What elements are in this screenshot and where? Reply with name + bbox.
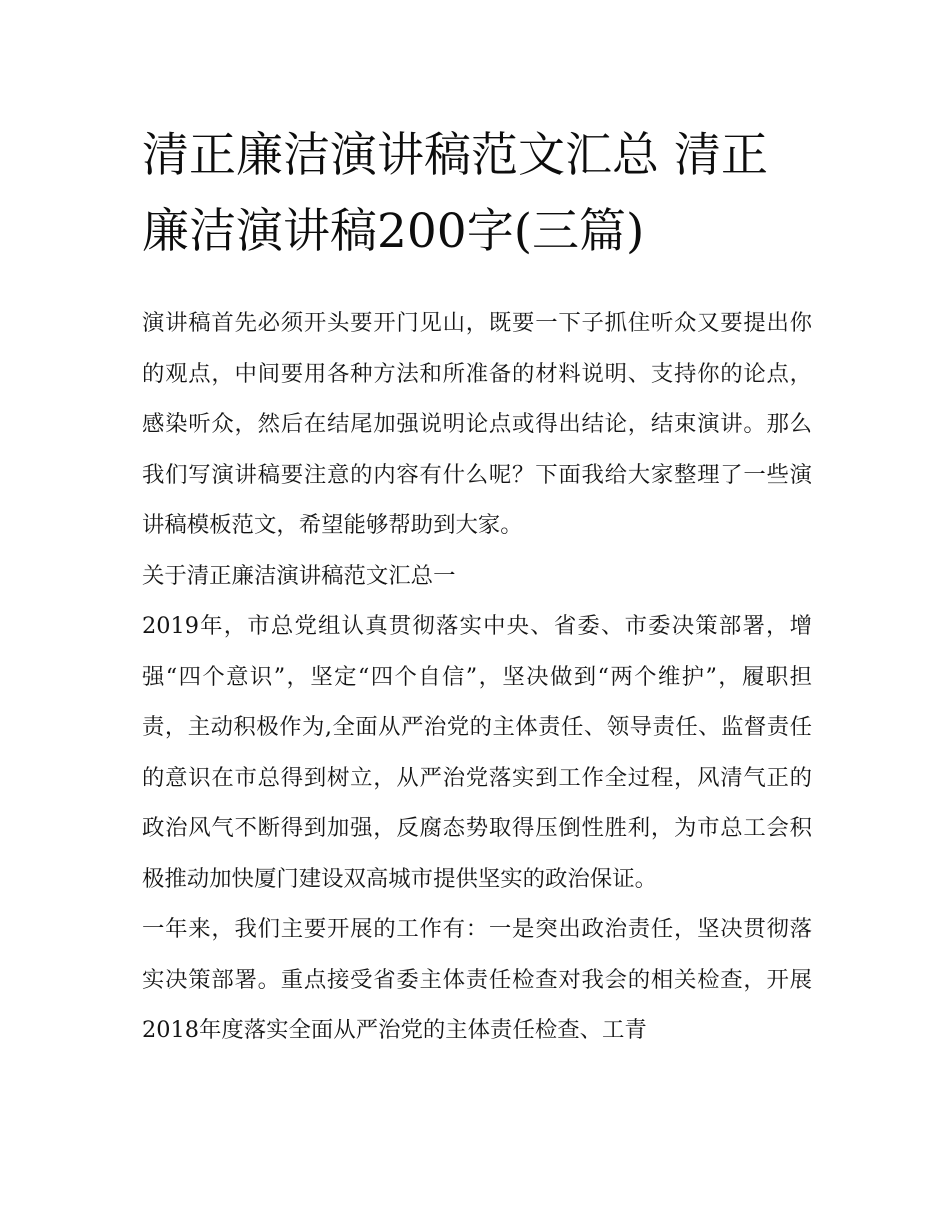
document-title: 清正廉洁演讲稿范文汇总 清正廉洁演讲稿200字(三篇) <box>142 128 768 259</box>
section-heading: 关于清正廉洁演讲稿范文汇总一 <box>142 562 456 589</box>
document-body <box>142 298 812 1056</box>
body-paragraph: 一年来，我们主要开展的工作有：一是突出政治责任，坚决贯彻落实决策部署。重点接受省委主体责任检查对我会的相关检查，开展2018年度落实全面从严治党的主体责任检查、工青 <box>142 916 812 1043</box>
intro-paragraph: 演讲稿首先必须开头要开门见山，既要一下子抓住听众又要提出你的观点，中间要用各种方法和所准备的材料说明、支持你的论点，感染听众，然后在结尾加强说明论点或得出结论，结束演讲。那么我们写演讲稿要注意的内容有什么呢？下面我给大家整理了一些演讲稿模板范文，希望能够帮助到大家。 <box>142 310 812 538</box>
document-page <box>142 118 812 1056</box>
body-paragraph: 2019年，市总党组认真贯彻落实中央、省委、市委决策部署，增强“四个意识”，坚定“四个自信”，坚决做到“两个维护”，履职担责，主动积极作为,全面从严治党的主体责任、领导责任、监督责任的意识在市总得到树立，从严治党落实到工作全过程，风清气正的政治风气不断得到加强，反腐态势取得压倒性胜利，为市总工会积极推动加快厦门建设双高城市提供坚实的政治保证。 <box>142 613 812 892</box>
